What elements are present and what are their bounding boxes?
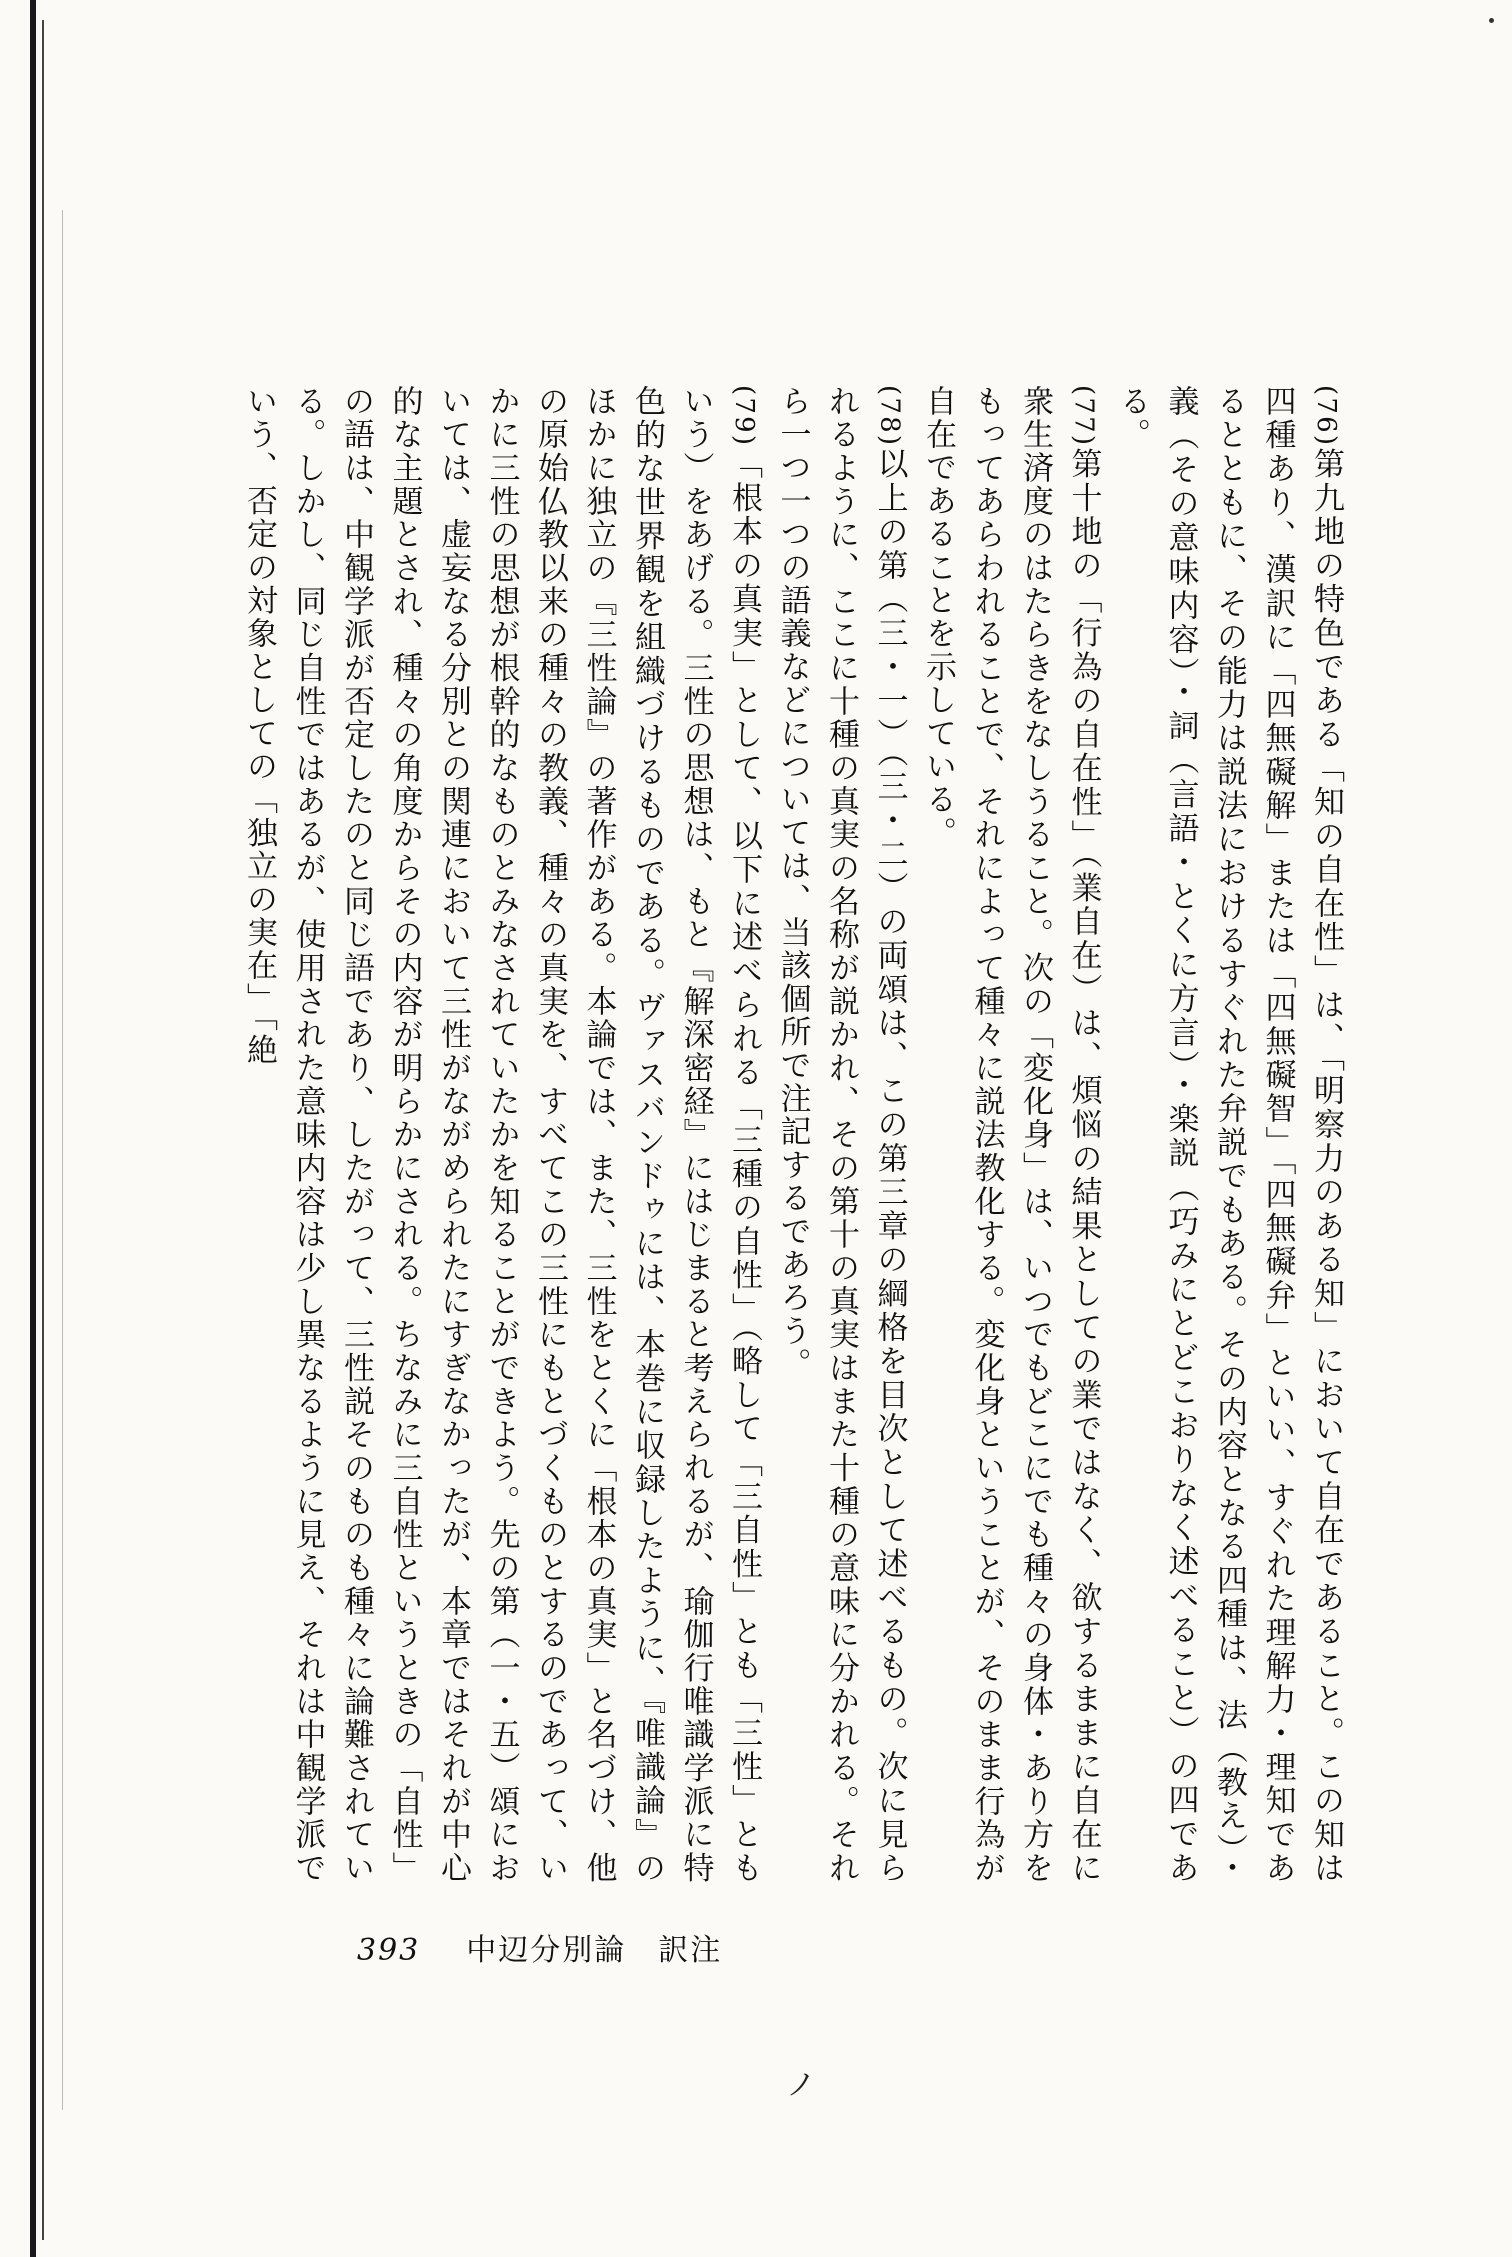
gutter-line — [30, 0, 36, 2257]
note-number: (76) — [1311, 385, 1341, 448]
note-number: (79) — [729, 385, 759, 448]
note-77 — [914, 385, 1108, 1885]
gutter-line — [42, 20, 44, 2240]
note-78 — [768, 385, 914, 1885]
note-text: 以上の第（三・一）（三・二）の両頌は、この第三章の綱格を目次として述べるもの。次に見られるように、ここに十種の真実の名称が説かれ、その第十の真実はまた十種の意味に分かれる。それら一つ一つの語義などについては、当該個所で注記するであろう。 — [774, 385, 908, 1885]
binding-gutter — [0, 0, 60, 2257]
page-number: 393 — [357, 1933, 421, 1968]
note-text: 「根本の真実」として、以下に述べられる「三種の自性」（略して「三自性」とも「三性」ともいう）をあげる。三性の思想は、もと『解深密経』にはじまると考えられるが、瑜伽行唯識学派に特色的な世界観を組織づけるものである。ヴァスバンドゥには、本巻に収録したように、『唯識論』のほかに独立の『三性論』の著作がある。本論では、また、三性をとくに「根本の真実」と名づけ、他の原始仏教以来の種々の教義、種々の真実を、すべてこの三性にもとづくものとするのであって、いかに三性の思想が根幹的なものとみなされていたかを知ることができよう。先の第（一・五）頌においては、虚妄なる分別との関連において三性がながめられたにすぎなかったが、本章ではそれが中心的な主題とされ、種々の角度からその内容が明らかにされる。ちなみに三自性というときの「自性」の語は、中観学派が否定したのと同じ語であり、したがって、三性説そのものも種々に論難されている。しかし、同じ自性ではあるが、使用された意味内容は少し異なるように見え、それは中観学派でいう、否定の対象としての「独立の実在」「絶 — [241, 385, 762, 1885]
page-body — [241, 385, 1350, 1885]
note-text: 第九地の特色である「知の自在性」は、「明察力のある知」において自在であること。この知は四種あり、漢訳に「四無礙解」または「四無礙智」「四無礙弁」といい、すぐれた理解力・理知であるとともに、その能力は説法におけるすぐれた弁説でもある。その内容となる四種は、法（教え）・義（その意味内容）・詞（言語・とくに方言）・楽説（巧みにとどこおりなく述べること）の四である。 — [1114, 385, 1344, 1885]
vertical-text-column — [241, 385, 1350, 1885]
note-79 — [235, 385, 769, 1885]
margin-mark: ノ — [786, 2068, 816, 2103]
gutter-line — [62, 210, 63, 2110]
note-text: 第十地の「行為の自在性」（業自在）は、煩悩の結果としての業ではなく、欲するままに自在に衆生済度のはたらきをなしうること。次の「変化身」は、いつでもどこにでも種々の身体・あり方をもってあらわれることで、それによって種々に説法教化する。変化身ということが、そのまま行為が自在であることを示している。 — [920, 385, 1102, 1885]
speck — [1489, 18, 1494, 23]
page-footer — [357, 1925, 722, 1969]
running-title: 中辺分別論 訳注 — [466, 1933, 723, 1968]
note-76 — [1108, 385, 1351, 1885]
note-number: (78) — [874, 385, 905, 448]
note-number: (77) — [1068, 385, 1099, 448]
